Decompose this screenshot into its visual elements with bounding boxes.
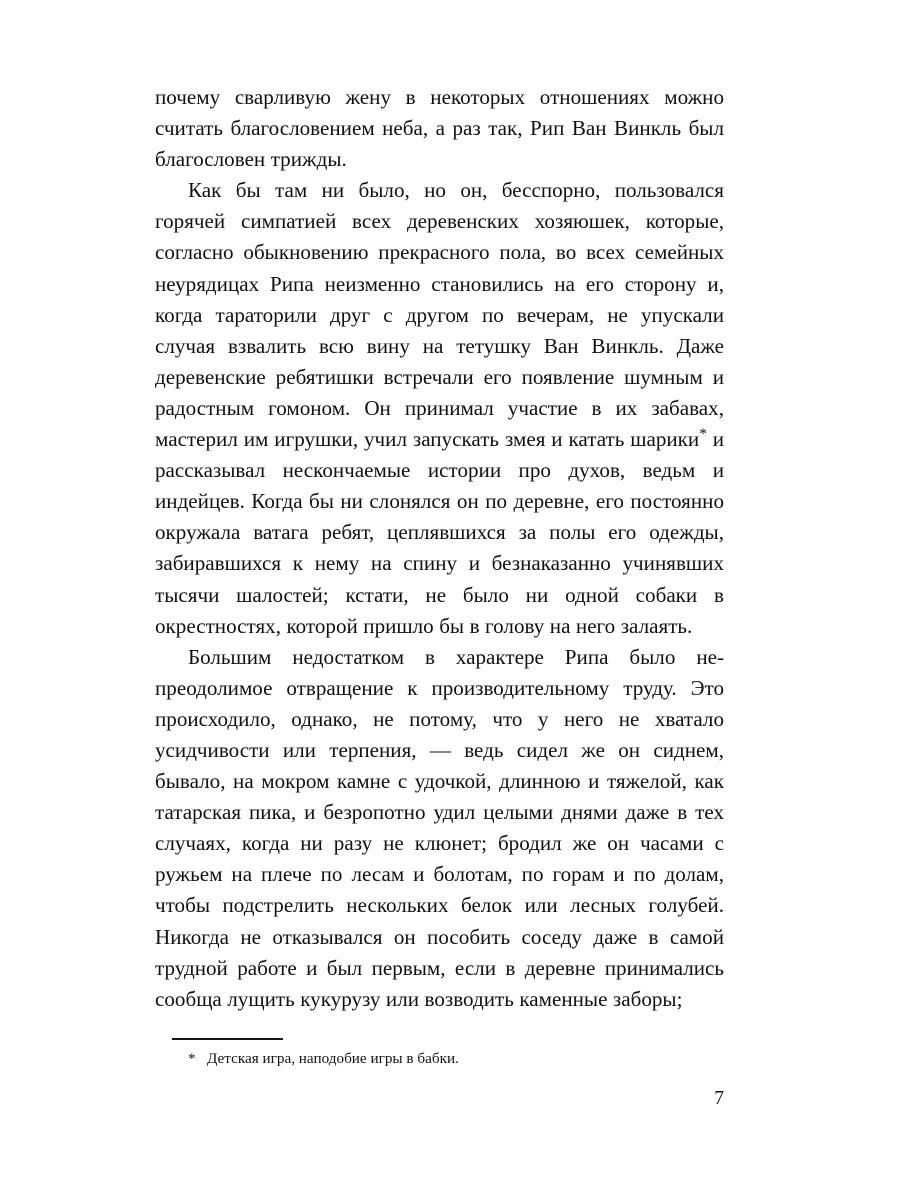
footnote-area bbox=[172, 1038, 732, 1069]
footnote-text: Детская игра, наподобие игры в бабки. bbox=[207, 1049, 459, 1067]
page-number: 7 bbox=[714, 1088, 724, 1109]
paragraph-aversion-to-labor: Большим недостатком в характере Рипа было непреодолимое отвращение к производительному труду. Это происходило, однако, не потому, что у него не хватало усидчивости или терпения, — ведь сидел же он сиднем, бывало, на мокром камне с удочкой, длинною и тяжелой, как татарская пика, и безропотно удил целыми днями даже в тех случаях, когда ни разу не клюнет; бродил же он часами с ружьем на плече по лесам и болотам, по горам и по долам, чтобы подстрелить нескольких белок или лесных голубей. Никогда не отказывался он пособить соседу даже в самой трудной работе и был первым, если в деревне принимались сообща лущить кукурузу или возводить каменные заборы; bbox=[155, 644, 724, 1011]
paragraph-village-wives bbox=[155, 175, 724, 641]
paragraph-continued: почему сварливую жену в некоторых отношениях можно считать благословением неба, а раз так, Рип Ван Винкль был благословен трижды. bbox=[155, 85, 724, 172]
paragraph-text-before-footnote-ref: Как бы там ни было, но он, бесспорно, пользовался горячей симпатией всех деревенских хозяюшек, которые, согласно обыкновению прекрасного пола, во всех семейных неурядицах Рипа неизменно становились на его сторону и, когда тараторили друг с другом по вечерам, не упускали случая взвалить всю вину на тетушку Ван Винкль. Даже деревенские ребятишки встречали его появление шумным и радостным гомоном. Он принимал участие в их забавах, мастерил им игрушки, учил запускать змея и катать шарики bbox=[155, 178, 724, 452]
footnote-marker: * bbox=[188, 1049, 196, 1067]
body-text-block bbox=[155, 82, 724, 1015]
paragraph-text-after-footnote-ref: и рассказывал нескончаемые истории про духов, ведьм и индейцев. Когда бы ни слонялся он по деревне, его постоянно окружала ватага ребят, цеплявшихся за полы его одежды, забиравшихся к нему на спину и безнаказанно учинявших тысячи шалостей; кстати, не было ни одной собаки в окрестностях, которой пришло бы в голову на него залаять. bbox=[155, 427, 724, 638]
footnote bbox=[172, 1049, 732, 1069]
footnote-separator-rule bbox=[172, 1038, 283, 1040]
footnote-reference-marker: * bbox=[699, 425, 707, 442]
